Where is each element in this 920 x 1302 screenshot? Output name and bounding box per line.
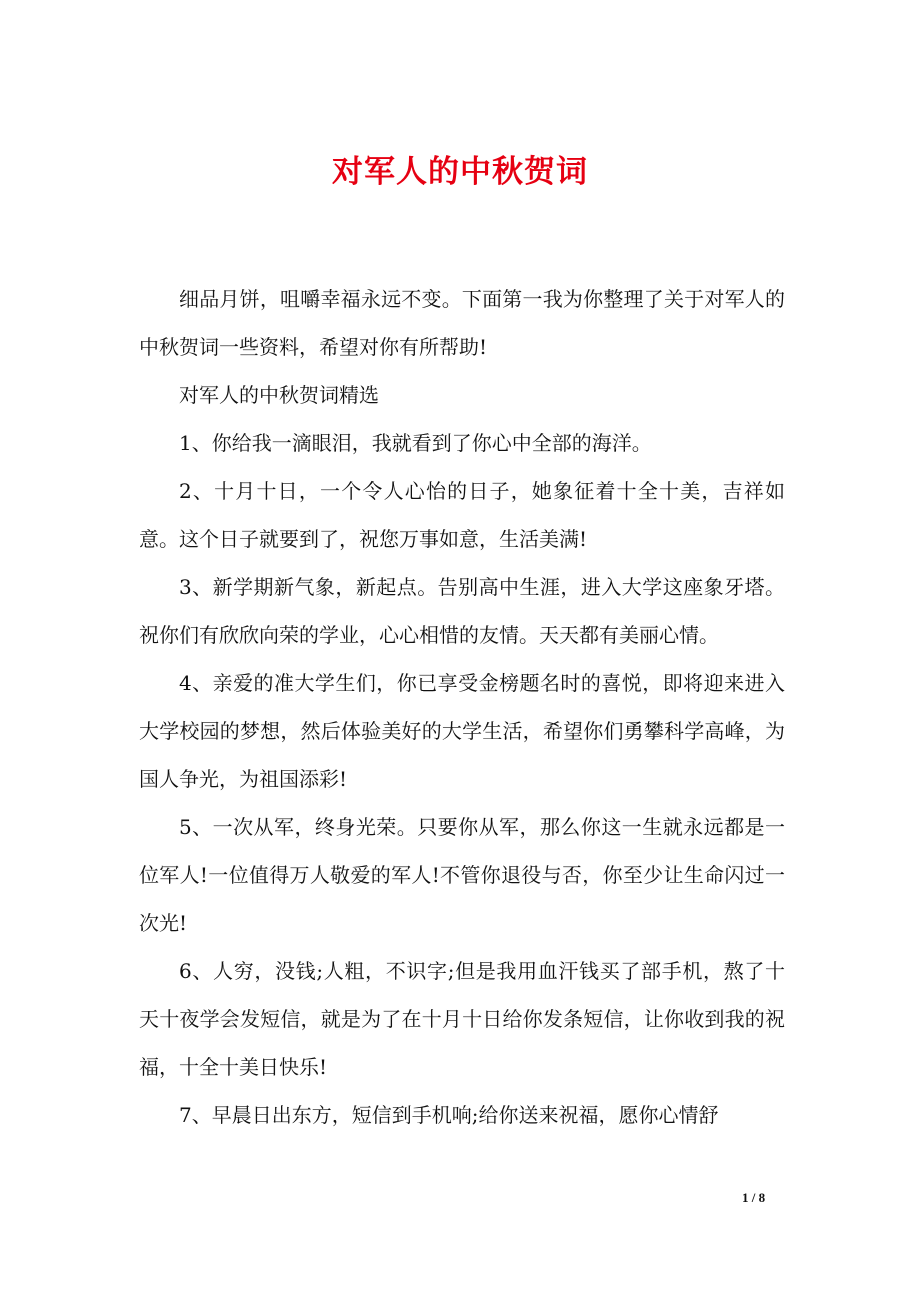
paragraph-item-7: 7、早晨日出东方，短信到手机响;给你送来祝福，愿你心情舒	[179, 1103, 719, 1127]
paragraph-intro: 细品月饼，咀嚼幸福永远不变。下面第一我为你整理了关于对军人的中秋贺词一些资料，希望对你有所帮助!	[139, 287, 785, 359]
paragraph-item-6: 6、人穷，没钱;人粗，不识字;但是我用血汗钱买了部手机，熬了十天十夜学会发短信，就是为了在十月十日给你发条短信，让你收到我的祝福，十全十美日快乐!	[139, 959, 785, 1079]
document-body	[139, 275, 785, 1139]
page-indicator: 1 / 8	[742, 1190, 766, 1205]
paragraph-item-1: 1、你给我一滴眼泪，我就看到了你心中全部的海洋。	[179, 431, 652, 455]
paragraph-item-2: 2、十月十日，一个令人心怡的日子，她象征着十全十美，吉祥如意。这个日子就要到了，祝您万事如意，生活美满!	[139, 479, 785, 551]
paragraph-section-heading: 对军人的中秋贺词精选	[179, 383, 379, 407]
paragraph-item-5: 5、一次从军，终身光荣。只要你从军，那么你这一生就永远都是一位军人!一位值得万人敬爱的军人!不管你退役与否，你至少让生命闪过一次光!	[139, 815, 785, 935]
document-title: 对军人的中秋贺词	[332, 154, 588, 190]
paragraph-item-3: 3、新学期新气象，新起点。告别高中生涯，进入大学这座象牙塔。祝你们有欣欣向荣的学业，心心相惜的友情。天天都有美丽心情。	[139, 575, 785, 647]
paragraph-item-4: 4、亲爱的准大学生们，你已享受金榜题名时的喜悦，即将迎来进入大学校园的梦想，然后体验美好的大学生活，希望你们勇攀科学高峰，为国人争光，为祖国添彩!	[139, 671, 785, 791]
